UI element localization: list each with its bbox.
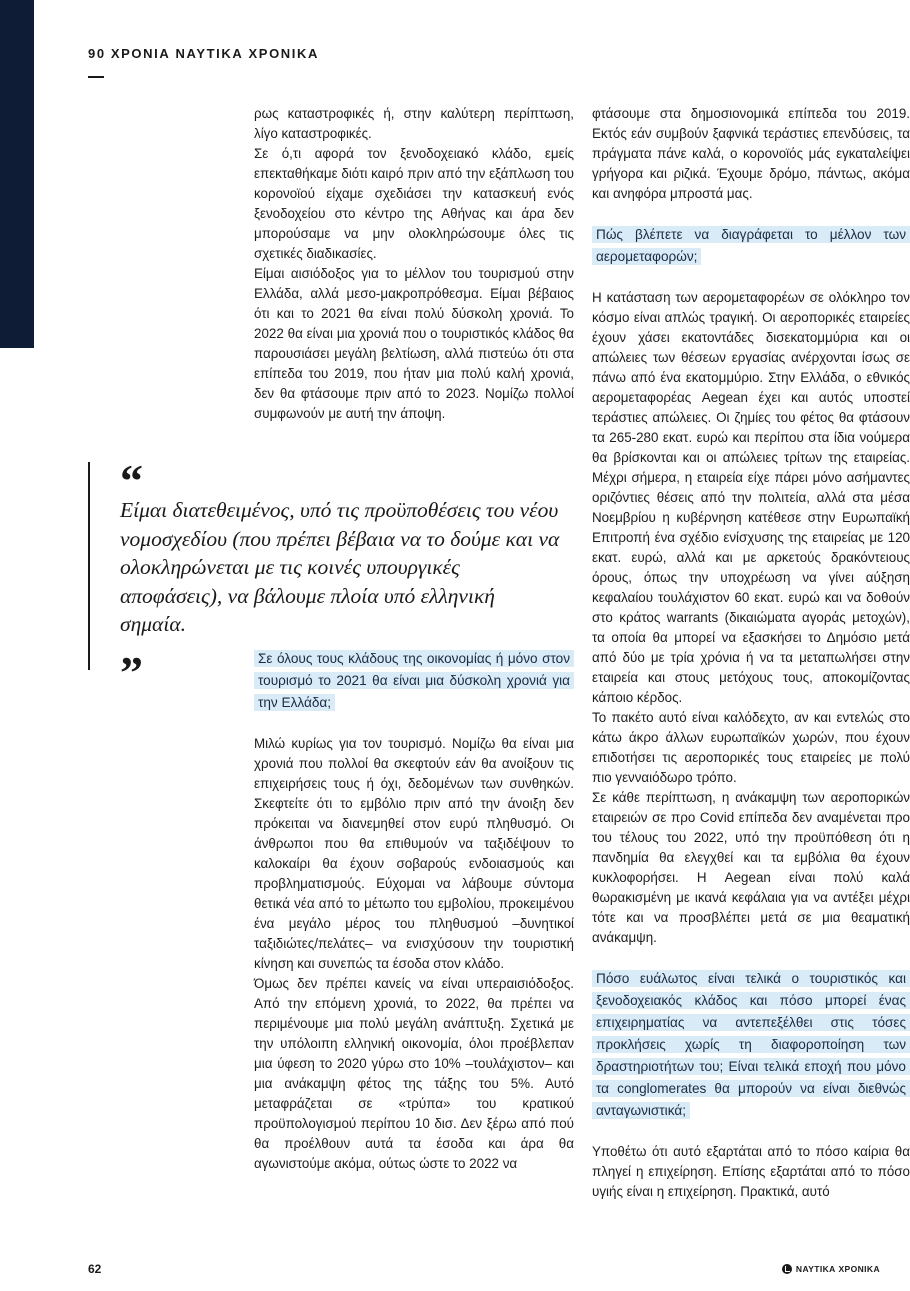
spacer [254, 424, 574, 648]
spacer [592, 268, 910, 288]
spacer [592, 204, 910, 224]
question-text: Πώς βλέπετε να διαγράφεται το μέλλον των αερομεταφορών; [592, 226, 910, 265]
interview-question [592, 224, 910, 268]
pull-quote: Είμαι διατεθειμένος, υπό τις προϋποθέσεις του νέου νομοσχεδίου (που πρέπει βέβαια να το δούμε και να ολοκληρώνεται με τις κοινές υπουργικές αποφάσεις), να βάλουμε πλοία υπό ελληνική σημαία. [120, 498, 560, 636]
paragraph: Είμαι αισιόδοξος για το μέλλον του τουρισμού στην Ελλάδα, αλλά μεσο-μακροπρόθεσμα. Είμαι βέβαιος ότι και το 2021 θα είναι πολύ δύσκολη χρονιά. Το 2022 θα είναι μια χρονιά που ο τουριστικός κλάδος θα παρουσιάσει μεγάλη βελτίωση, αλλά πιστεύω ότι στα επίπεδα του 2019, που ήταν μια πολύ καλή χρονιά, δεν θα φτάσουμε πριν από το 2023. Νομίζω πολλοί συμφωνούν με αυτή την άποψη. [254, 266, 574, 421]
pull-quote-rule [88, 462, 90, 670]
paragraph: Όμως δεν πρέπει κανείς να είναι υπεραισιόδοξος. Από την επόμενη χρονιά, το 2022, θα πρέπει να περιμένουμε μια πολύ μεγάλη ανάπτυξη. Σχετικά με την υπόλοιπη ελληνική οικονομία, όλοι προέβλεπαν μια ύφεση το 2020 γύρω στο 10% –τουλάχιστον– και μια ανάκαμψη φέτος της τάξης του 5%. Αυτό μεταφράζεται σε «τρύπα» του κρατικού προϋπολογισμού περίπου 10 δισ. Δεν ξέρω από πού θα προέλθουν αυτά τα έσοδα και άρα θα αγωνιστούμε ακόμα, ούτως ώστε το 2022 να [254, 976, 574, 1171]
running-head: 90 ΧΡΟΝΙΑ ΝΑΥΤΙΚΑ ΧΡΟΝΙΚΑ [88, 46, 319, 61]
brand-name: ΝΑΥΤΙΚΑ ΧΡΟΝΙΚΑ [795, 1264, 880, 1274]
paragraph: Σε κάθε περίπτωση, η ανάκαμψη των αεροπορικών εταιρειών σε προ Covid επίπεδα δεν αναμένεται προ του τέλους του 2022, υπό την προϋπόθεση ότι η πανδημία θα ελεγχθεί και τα εμβόλια θα έχουν κυκλοφορήσει. Η Aegean είναι πολύ καλά θωρακισμένη με ικανά κεφάλαια για να αντέξει μέχρι τότε και να προσβλέπει μετά σε μια θεαματική ανάκαμψη. [592, 790, 910, 945]
close-quote-mark: ” [120, 647, 143, 698]
page-number: 62 [88, 1262, 102, 1276]
paragraph: Σε ό,τι αφορά τον ξενοδοχειακό κλάδο, εμείς επεκταθήκαμε διότι καιρό πριν από την εξάπλωση του κορονοϊού είχαμε σχεδιάσει την κατασκευή ενός ξενοδοχείου στο κέντρο της Αθήνας και άρα δεν μπορούσαμε να μην ολοκληρώσουμε όλες τις σχετικές διαδικασίες. [254, 146, 574, 261]
ship-logo-icon [782, 1264, 792, 1274]
open-quote-mark: “ [120, 455, 143, 506]
paragraph: ρως καταστροφικές ή, στην καλύτερη περίπτωση, λίγο καταστροφικές. [254, 106, 574, 141]
interview-question [592, 968, 910, 1122]
text-column-left [254, 104, 574, 1174]
paragraph: Η κατάσταση των αερομεταφορέων σε ολόκληρο τον κόσμο είναι απλώς τραγική. Οι αεροπορικές εταιρείες έχουν χάσει εκατοντάδες δισεκατομμύρια και οι απώλειες των θέσεων εργασίας ανέρχονται ίσως σε πάνω από ένα εκατομμύριο. Στην Ελλάδα, ο εθνικός αερομεταφορέας Aegean έχει και αυτός υποστεί τεράστιες απώλειες. Οι ζημίες του φέτος θα φτάσουν τα 265-280 εκατ. ευρώ και περίπου στα ίδια νούμερα θα βρίσκονται και οι απώλειες τρίτων της εταιρείας. Μέχρι σήμερα, η εταιρεία είχε πάρει μόνο ασήμαντες οριζόντιες θέσεις από την πολιτεία, αλλά στα μέσα Νοεμβρίου η κυβέρνηση κατέθεσε στην Ευρωπαϊκή Επιτροπή ένα σχέδιο ενίσχυσης της εταιρείας με 120 εκατ. ευρώ, αλλά και με αρκετούς δρακόντειους όρους, όπως την υποχρέωση να γίνει αύξηση κεφαλαίου τουλάχιστον 60 εκατ. ευρώ και να δοθούν στο κράτος warrants (δικαιώματα αγοράς μετοχών), τα οποία θα μπορεί να εξασκήσει το Δημόσιο μετά από δύο με τρία χρόνια ή να τα μεταπωλήσει στην εταιρεία και στους μετόχους τους, αποκομίζοντας κάποιο κέρδος. [592, 290, 910, 705]
spacer [254, 714, 574, 734]
paragraph: Μιλώ κυρίως για τον τουρισμό. Νομίζω θα είναι μια χρονιά που πολλοί θα σκεφτούν εάν θα ανοίξουν τις επιχειρήσεις τους ή όχι, δεδομένων των συνθηκών. Σκεφτείτε ότι το εμβόλιο πριν από την άνοιξη δεν πρόκειται να διανεμηθεί στον ευρύ πληθυσμό. Οι άνθρωποι που θα επιθυμούν να ταξιδέψουν το καλοκαίρι θα έχουν σοβαρούς ενδοιασμούς και προβληματισμούς. Εύχομαι να λάβουμε σύντομα θετικά νέα από το μέτωπο του εμβολίου, προκειμένου ένα μεγάλο μέρος του πληθυσμού –δυνητικοί ταξιδιώτες/πελάτες– να ενισχύσουν την τουριστική κίνηση και συνεπώς τα έσοδα στον κλάδο. [254, 736, 574, 971]
spacer [592, 948, 910, 968]
question-text: Σε όλους τους κλάδους της οικονομίας ή μόνο στον τουρισμό το 2021 θα είναι μια δύσκολη χρονιά για την Ελλάδα; [254, 650, 574, 711]
interview-question [254, 648, 574, 714]
question-text: Πόσο ευάλωτος είναι τελικά ο τουριστικός και ξενοδοχειακός κλάδος και πόσο μπορεί ένας επιχειρηματίας να αντεπεξέλθει στις τόσες προκλήσεις χωρίς τη διαφοροποίηση των δραστηριοτήτων του; Είναι τελικά εποχή που μόνο τα conglomerates θα μπορούν να είναι διεθνώς ανταγωνιστικά; [592, 970, 910, 1119]
paragraph: Το πακέτο αυτό είναι καλόδεχτο, αν και εντελώς στο κάτω άκρο άλλων ευρωπαϊκών χωρών, που έχουν επιδοτήσει τις αεροπορικές τους εταιρείες με πολύ πιο γενναιόδωρο τρόπο. [592, 710, 910, 785]
text-column-right [592, 104, 910, 1202]
spacer [592, 1122, 910, 1142]
side-accent-bar [0, 0, 34, 348]
header-rule [88, 76, 104, 78]
paragraph: Υποθέτω ότι αυτό εξαρτάται από το πόσο καίρια θα πληγεί η επιχείρηση. Επίσης εξαρτάται από το πόσο υγιής είναι η επιχείρηση. Πρακτικά, αυτό [592, 1144, 910, 1199]
footer-brand [782, 1264, 880, 1274]
paragraph: φτάσουμε στα δημοσιονομικά επίπεδα του 2019. Εκτός εάν συμβούν ξαφνικά τεράστιες επενδύσεις, τα πράγματα πάνε καλά, ο κορονοϊός μάς εγκαταλείψει γρήγορα και ριζικά. Έχουμε δρόμο, πάντως, ακόμα και ανηφόρα μπροστά μας. [592, 106, 910, 201]
